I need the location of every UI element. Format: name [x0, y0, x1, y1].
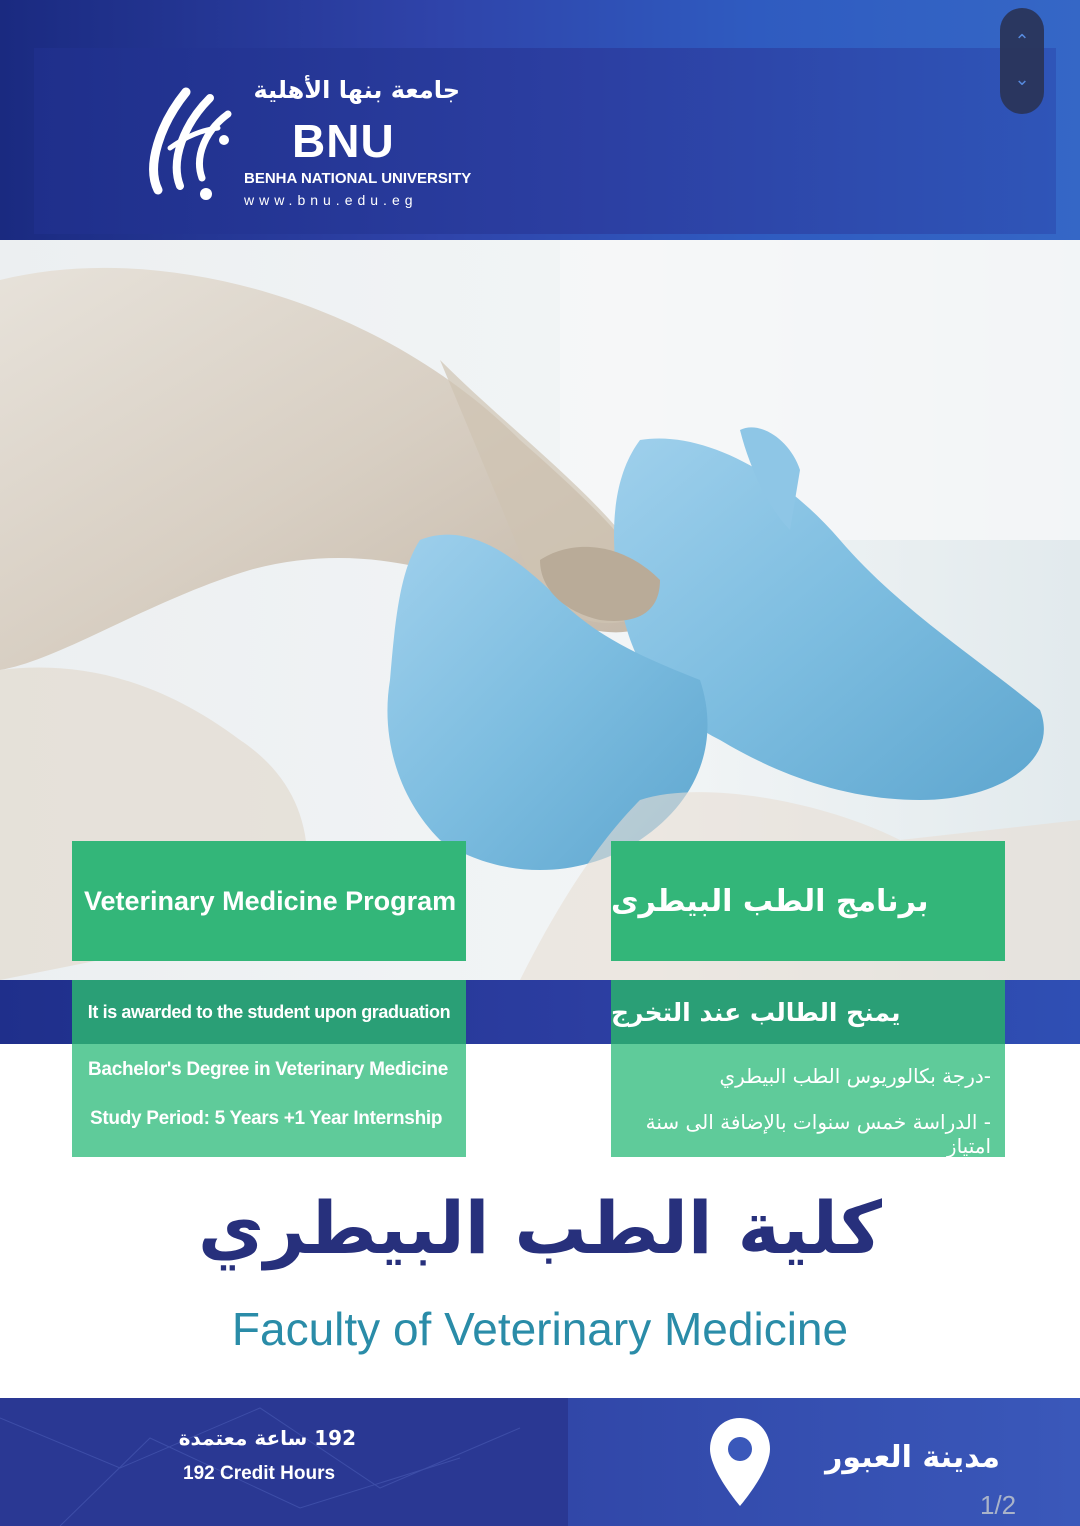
university-name-ar: جامعة بنها الأهلية [253, 76, 460, 104]
chevron-down-icon[interactable]: ⌄ [1014, 69, 1030, 90]
credit-hours-ar: 192 ساعة معتمدة [178, 1426, 356, 1450]
program-details-en [72, 1044, 466, 1157]
program-details-ar [611, 1044, 1005, 1157]
degree-ar: -درجة بكالوريوس الطب البيطري [719, 1064, 991, 1088]
awarded-heading-ar: يمنح الطالب عند التخرج [611, 980, 1005, 1044]
page-navigator [1000, 8, 1044, 114]
chevron-up-icon[interactable]: ⌃ [1014, 31, 1030, 52]
study-period-ar: - الدراسة خمس سنوات بالإضافة الى سنة امتياز [645, 1110, 991, 1158]
awarded-heading-en: It is awarded to the student upon graduation [72, 980, 466, 1044]
university-name-en: BENHA NATIONAL UNIVERSITY [244, 170, 472, 187]
faculty-name-ar: كلية الطب البيطري [198, 1186, 882, 1270]
program-title-en: Veterinary Medicine Program [72, 841, 466, 961]
bnu-logo-icon [140, 78, 240, 208]
degree-en: Bachelor's Degree in Veterinary Medicine [88, 1059, 449, 1080]
university-website[interactable]: www.bnu.edu.eg [244, 192, 418, 208]
map-pin-icon [706, 1416, 774, 1508]
university-abbreviation: BNU [292, 115, 395, 167]
program-title-ar: برنامج الطب البيطرى [611, 841, 1005, 961]
faculty-name-en: Faculty of Veterinary Medicine [231, 1303, 849, 1355]
page-indicator: 1/2 [980, 1490, 1017, 1520]
campus-location: مدينة العبور [825, 1440, 1000, 1475]
study-period-en: Study Period: 5 Years +1 Year Internship [90, 1108, 443, 1129]
credit-hours-en: 192 Credit Hours [183, 1463, 336, 1484]
